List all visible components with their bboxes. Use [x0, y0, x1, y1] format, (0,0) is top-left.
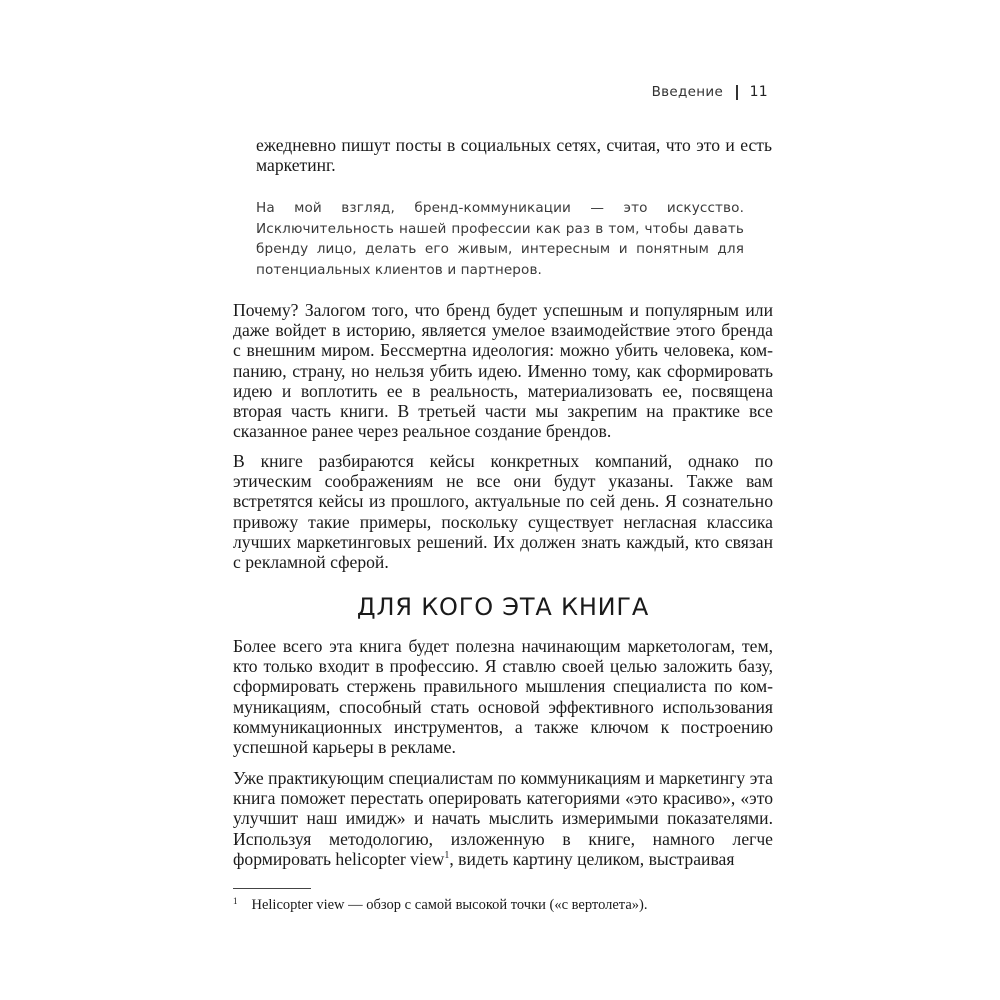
footnote — [233, 897, 773, 914]
running-header — [652, 84, 768, 100]
section-title: Введение — [651, 84, 724, 100]
footnote-divider — [233, 888, 311, 889]
quote-continuation: ежедневно пишут посты в социальных сетях, считая, что это и есть маркетинг. — [256, 135, 772, 176]
footnote-reference[interactable]: 1 — [444, 849, 450, 861]
paragraph-text: , видеть картину целиком, выстраивая — [449, 848, 735, 869]
section-heading: ДЛЯ КОГО ЭТА КНИГА — [356, 593, 650, 621]
body-paragraph: Почему? Залогом того, что бренд будет успешным и популярным или даже войдет в историю, является умелое взаимодействие этого бренда с внешним миром. Бессмертна идеология: можно убить человека, компанию, страну, но нельзя убить идею. Именно тому, как сформировать идею и воплотить ее в реальность, материализовать ее, посвящена вторая часть книги. В третьей части мы закрепим на практике все сказанное ранее через реальное создание брендов. — [233, 300, 773, 442]
body-paragraph — [233, 768, 773, 869]
pull-quote: На мой взгляд, бренд-коммуникации — это искусство. Исключительность нашей профессии как раз в том, чтобы давать бренду лицо, делать его живым, интересным и понятным для потенциальных клиентов и партнеров. — [256, 200, 744, 278]
footnote-mark: 1 — [233, 896, 238, 906]
footnote-text: Helicopter view — обзор с самой высокой точки («с вертолета»). — [251, 897, 648, 913]
paragraph-text: Уже практикующим специалистам по коммуникациям и маркетингу эта книга поможет перестать оперировать категориями «это красиво», «это улучшит наш имидж» и начать мыслить измеримыми показателями. Используя методологию, изложенную в книге, намного легче формировать helicopter view — [233, 768, 773, 869]
body-paragraph: В книге разбираются кейсы конкретных компаний, однако по этическим соображениям не все они будут указаны. Также вам встретятся кейсы из прошлого, актуальные по сей день. Я сознательно привожу такие примеры, поскольку существует негласная классика лучших маркетинговых решений. Их должен знать каждый, кто связан с рекламной сферой. — [233, 451, 773, 573]
page-number: 11 — [749, 84, 768, 100]
header-divider — [736, 85, 738, 100]
body-paragraph: Более всего эта книга будет полезна начинающим маркетологам, тем, кто только входит в профессию. Я ставлю своей целью заложить базу, сформировать стержень правильного мышления специалиста по коммуникациям, способный стать основой эффективного использования коммуникационных инструментов, а также ключом к построению успешной карьеры в рекламе. — [233, 636, 773, 758]
